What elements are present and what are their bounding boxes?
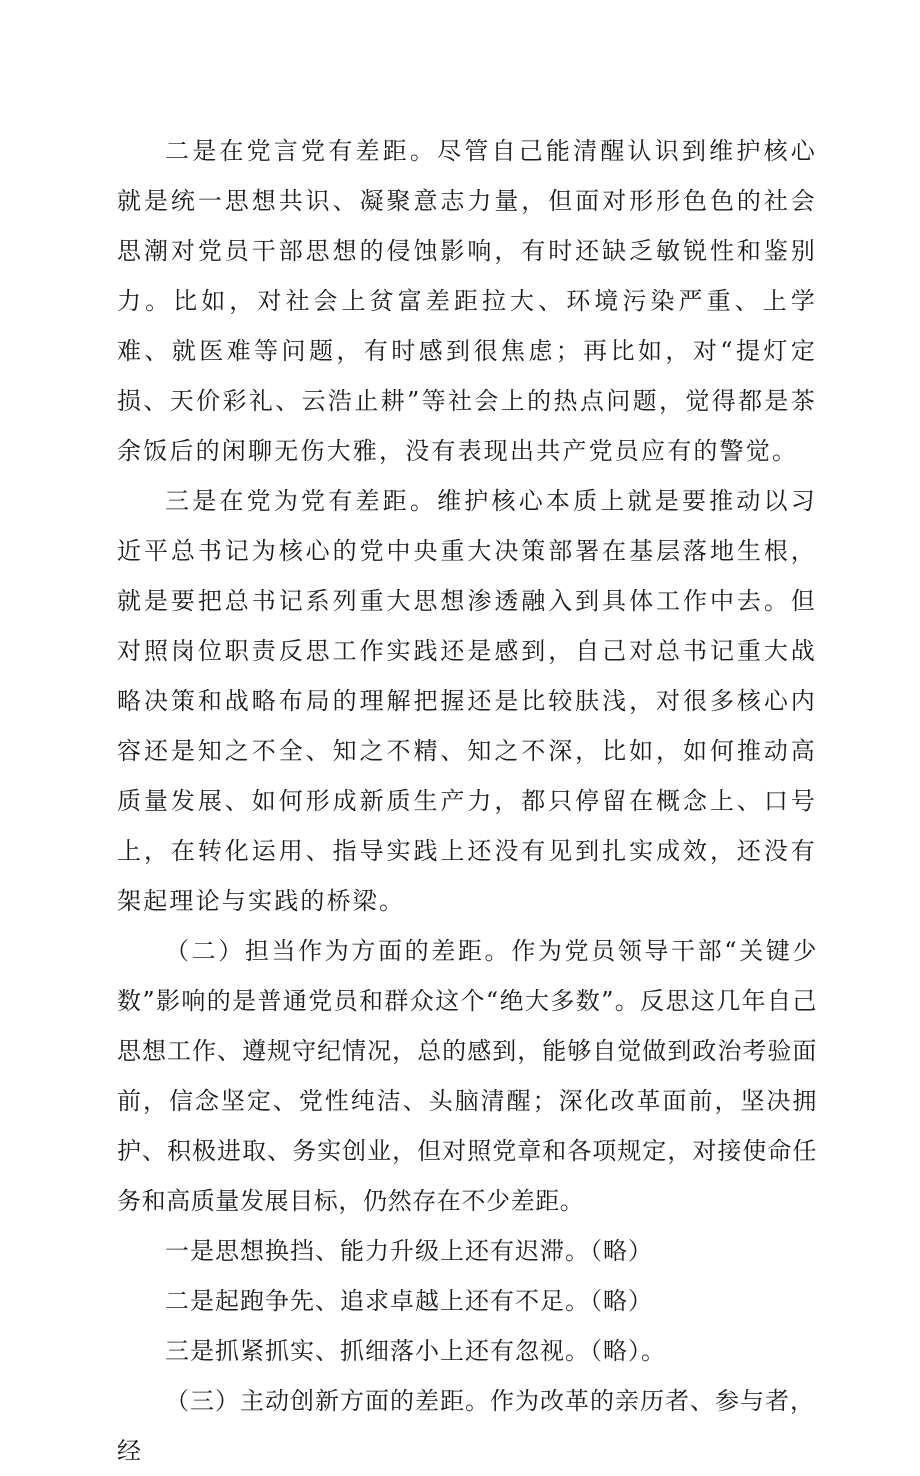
list-item: 三是抓紧抓实、抓细落小上还有忽视。（略）。 [165, 1337, 666, 1365]
list-item: 一是思想换挡、能力升级上还有迟滞。（略） [165, 1237, 653, 1265]
document-body [117, 126, 817, 1476]
section-heading-innovation-gap: （三）主动创新方面的差距。作为改革的亲历者、参与者，经 [117, 1387, 815, 1465]
paragraph-party-action-gap: 三是在党为党有差距。维护核心本质上就是要推动以习近平总书记为核心的党中央重大决策部署在基层落地生根，就是要把总书记系列重大思想渗透融入到具体工作中去。但对照岗位职责反思工作实践还是感到，自己对总书记重大战略决策和战略布局的理解把握还是比较肤浅，对很多核心内容还是知之不全、知之不精、知之不深，比如，如何推动高质量发展、如何形成新质生产力，都只停留在概念上、口号上，在转化运用、指导实践上还没有见到扎实成效，还没有架起理论与实践的桥梁。 [117, 487, 817, 915]
list-item: 二是起跑争先、追求卓越上还有不足。（略） [165, 1287, 653, 1315]
paragraph-party-speech-gap: 二是在党言党有差距。尽管自己能清醒认识到维护核心就是统一思想共识、凝聚意志力量，但面对形形色色的社会思潮对党员干部思想的侵蚀影响，有时还缺乏敏锐性和鉴别力。比如，对社会上贫富差距拉大、环境污染严重、上学难、就医难等问题，有时感到很焦虑；再比如，对“提灯定损、天价彩礼、云浩止耕”等社会上的热点问题，觉得都是茶余饭后的闲聊无伤大雅，没有表现出共产党员应有的警觉。 [117, 137, 817, 465]
section-heading-responsibility-gap: （二）担当作为方面的差距。作为党员领导干部“关键少数”影响的是普通党员和群众这个“绝大多数”。反思这几年自己思想工作、遵规守纪情况，总的感到，能够自觉做到政治考验面前，信念坚定、党性纯洁、头脑清醒；深化改革面前，坚决拥护、积极进取、务实创业，但对照党章和各项规定，对接使命任务和高质量发展目标，仍然存在不少差距。 [117, 937, 817, 1215]
